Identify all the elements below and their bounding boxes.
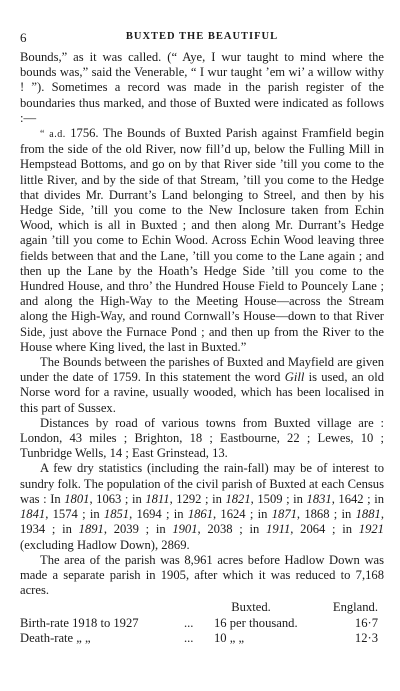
census-value: , 1694 ; in xyxy=(129,507,188,522)
opening-paragraph: Bounds,” as it was called. (“ Aye, I wur taught to mind where the bounds was,” said the Venerable, “ I wur taught ’em wi’ a willow withy ! ”). Sometimes a record was made in the parish register of the boundaries thus marked, and those of Buxted were indicated as follows :— xyxy=(20,50,384,125)
page-number: 6 xyxy=(20,30,27,45)
census-paragraph xyxy=(20,461,384,552)
census-value: , 1624 ; in xyxy=(213,507,272,522)
column-header-buxted: Buxted. xyxy=(231,600,271,615)
census-year: 1891 xyxy=(78,522,104,537)
quote-text: 1756. The Bounds of Buxted Parish against Framfield begin from the side of the old River, now fill’d up, below the Fulling Mill in Hempstead Bottoms, and go on by that River side ’till you come to the little River, and by the side of that Stream, ’till you come to the Hedge that divides Mr. Durrant’s Land belonging to Streel, and then by his Hedge Side, ’till you come to the New Inclosure taken from Echin Wood, which is all in Buxted ; and then along Mr. Durrant’s Hedge again ’till you come to Echin Wood. Across Echin Wood leaving three fields between that and the Lane, ’till you come to the Lane again ; and then up the Lane by the Hoath’s Hedge Side ’till you come to the Hundred House, and thro’ the Hundred House Field to Pouncely Lane ; and along the High-Way to the Meeting House—across the Stream along the High-Way, and round Cornwall’s House—down to that River Side, just above the Furnace Pond ; and then up from the River to the House where King lived, the last in Buxted.” xyxy=(20,126,384,354)
stats-row-birth-rate xyxy=(20,616,384,631)
stats-row-death-rate xyxy=(20,631,384,646)
census-value: , 1063 ; in xyxy=(89,491,146,506)
census-value: , 2039 ; in xyxy=(103,522,173,537)
census-intro: A few dry statistics (including the rain-fall) may be of interest to sundry folk. The population of the civil parish of Buxted at each Census was : In xyxy=(20,461,384,506)
row-value-england: 16·7 xyxy=(354,615,378,630)
mayfield-text-2: is used, an old Norse word for a ravine, usually wooded, which has been localised in this part of Sussex. xyxy=(20,370,384,415)
vital-statistics-table xyxy=(20,600,384,646)
running-head xyxy=(20,30,384,48)
census-value: , 2038 ; in xyxy=(197,522,267,537)
mayfield-paragraph xyxy=(20,355,384,416)
distances-paragraph: Distances by road of various towns from Buxted village are : London, 43 miles ; Brighton, 18 ; Eastbourne, 22 ; Lewes, 10 ; Tunbridge Wells, 14 ; East Grinstead, 13. xyxy=(20,415,384,461)
area-paragraph: The area of the parish was 8,961 acres before Hadlow Down was made a separate parish in 1905, after which it was reduced to 7,168 acres. xyxy=(20,552,384,598)
row-leader: ... xyxy=(184,630,194,645)
boundary-quote xyxy=(20,126,384,355)
row-value-england: 12·3 xyxy=(354,630,378,645)
census-year: 1811 xyxy=(145,491,170,506)
column-header-england: England. xyxy=(332,600,378,615)
census-value: (excluding Hadlow Down), 2869. xyxy=(20,537,190,552)
census-year: 1851 xyxy=(103,507,130,522)
census-year: 1801 xyxy=(64,491,90,506)
census-value: , 1574 ; in xyxy=(45,507,104,522)
row-value-buxted: 10 „ „ xyxy=(214,630,245,645)
census-year: 1831 xyxy=(306,491,332,506)
census-value: , 2064 ; in xyxy=(290,522,359,537)
row-leader: ... xyxy=(184,615,194,630)
census-value: , 1509 ; in xyxy=(250,491,307,506)
running-title: BUXTED THE BEAUTIFUL xyxy=(125,31,279,42)
quote-date-prefix: “ a.d. xyxy=(40,129,66,141)
row-label: Birth-rate 1918 to 1927 xyxy=(20,615,139,630)
row-value-buxted: 16 per thousand. xyxy=(214,615,298,630)
body-text-continued xyxy=(20,355,384,598)
census-year: 1821 xyxy=(225,491,251,506)
census-year: 1881 xyxy=(355,507,381,522)
census-value: , 1642 ; in xyxy=(331,491,385,506)
census-year: 1921 xyxy=(358,522,384,537)
gill-word: Gill xyxy=(284,370,305,385)
census-year: 1861 xyxy=(187,507,213,522)
book-page xyxy=(20,30,384,646)
census-year: 1911 xyxy=(266,522,291,537)
census-value: , 1868 ; in xyxy=(296,507,356,522)
census-value: , 1934 ; in xyxy=(20,507,384,537)
census-year: 1841 xyxy=(20,507,46,522)
census-value: , 1292 ; in xyxy=(169,491,226,506)
body-text xyxy=(20,50,384,126)
census-year: 1901 xyxy=(172,522,198,537)
row-label: Death-rate „ „ xyxy=(20,630,91,645)
mayfield-text-1: The Bounds between the parishes of Buxted and Mayfield are given under the date of 1759. In this statement the word xyxy=(20,355,384,385)
quote-paragraph xyxy=(20,126,384,355)
stats-header-row xyxy=(20,600,384,615)
census-year: 1871 xyxy=(271,507,297,522)
